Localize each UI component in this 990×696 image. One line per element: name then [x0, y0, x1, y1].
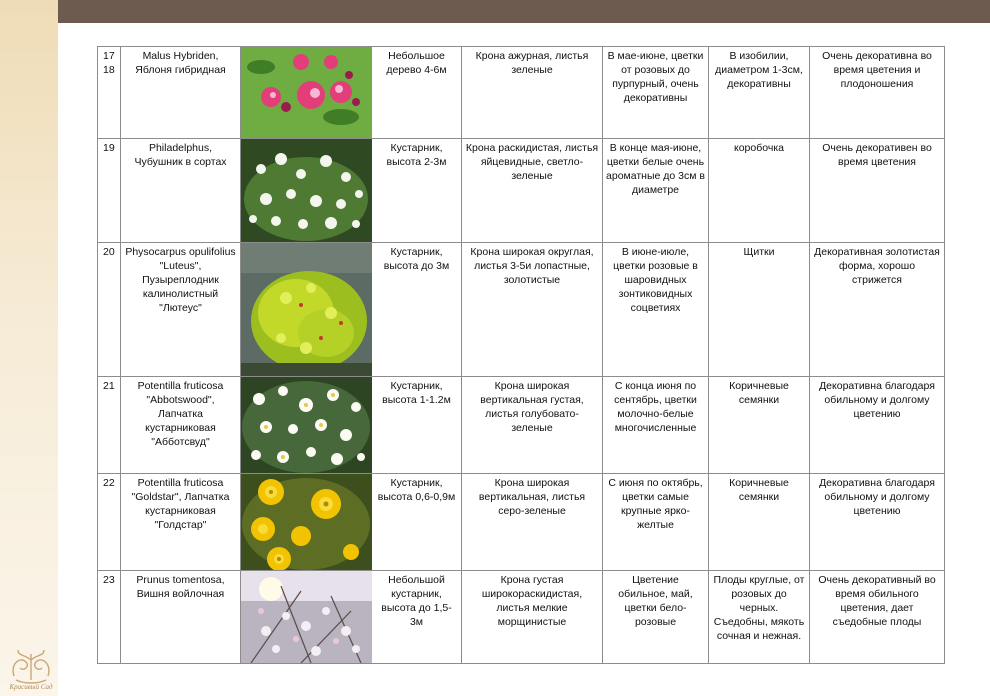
- plant-form: Кустарник, высота 0,6-0,9м: [372, 474, 462, 571]
- plant-name: Philadelphus, Чубушник в сортах: [121, 139, 241, 243]
- row-number: 22: [98, 474, 121, 571]
- plant-fruit: Щитки: [709, 243, 810, 377]
- row-number: 23: [98, 571, 121, 664]
- plant-fruit: В изобилии, диаметром 1-3см, декоративны: [709, 47, 810, 139]
- plant-photo: [241, 571, 372, 664]
- plant-form: Кустарник, высота 2-3м: [372, 139, 462, 243]
- plant-flowering: С июня по октябрь, цветки самые крупные ярко-желтые: [603, 474, 709, 571]
- header-bar: [58, 0, 990, 23]
- plant-decor: Декоративна благодаря обильному и долгому цветению: [810, 377, 945, 474]
- table-row: [98, 377, 945, 474]
- row-number: 19: [98, 139, 121, 243]
- plant-name: Potentilla fruticosa "Abbotswood", Лапчатка кустарниковая "Абботсвуд": [121, 377, 241, 474]
- plant-decor: Очень декоративна во время цветения и плодоношения: [810, 47, 945, 139]
- plant-crown: Крона широкая вертикальная, листья серо-зеленые: [462, 474, 603, 571]
- plant-crown: Крона широкая вертикальная густая, листья голубовато-зеленые: [462, 377, 603, 474]
- table-row: [98, 47, 945, 139]
- plant-flowering: В мае-июне, цветки от розовых до пурпурный, очень декоративны: [603, 47, 709, 139]
- plant-photo: [241, 377, 372, 474]
- row-number: 21: [98, 377, 121, 474]
- plant-form: Небольшое дерево 4-6м: [372, 47, 462, 139]
- plant-fruit: коробочка: [709, 139, 810, 243]
- plant-crown: Крона густая широкораскидистая, листья мелкие морщинистые: [462, 571, 603, 664]
- plant-photo: [241, 47, 372, 139]
- plant-fruit: Коричневые семянки: [709, 474, 810, 571]
- plants-table: [97, 46, 945, 664]
- plant-flowering: В июне-июле, цветки розовые в шаровидных зонтиковидных соцветиях: [603, 243, 709, 377]
- plant-photo: [241, 243, 372, 377]
- plant-photo: [241, 474, 372, 571]
- plant-name: Prunus tomentosa, Вишня войлочная: [121, 571, 241, 664]
- plant-form: Кустарник, высота 1-1.2м: [372, 377, 462, 474]
- plant-crown: Крона ажурная, листья зеленые: [462, 47, 603, 139]
- plant-decor: Декоративна благодаря обильному и долгому цветению: [810, 474, 945, 571]
- row-number: 20: [98, 243, 121, 377]
- plant-name: Physocarpus opulifolius "Luteus", Пузыреплодник калинолистный "Лютеус": [121, 243, 241, 377]
- plant-flowering: С конца июня по сентябрь, цветки молочно-белые многочисленные: [603, 377, 709, 474]
- plant-decor: Декоративная золотистая форма, хорошо стрижется: [810, 243, 945, 377]
- plant-form: Кустарник, высота до 3м: [372, 243, 462, 377]
- plant-form: Небольшой кустарник, высота до 1,5-3м: [372, 571, 462, 664]
- plant-crown: Крона широкая округлая, листья 3-5и лопастные, золотистые: [462, 243, 603, 377]
- plant-decor: Очень декоративный во время обильного цветения, дает съедобные плоды: [810, 571, 945, 664]
- row-number: 17 18: [98, 47, 121, 139]
- plant-fruit: Плоды круглые, от розовых до черных. Съедобны, мякоть сочная и нежная.: [709, 571, 810, 664]
- side-decor-strip: [0, 0, 58, 696]
- plant-flowering: В конце мая-июне, цветки белые очень ароматные до 3см в диаметре: [603, 139, 709, 243]
- plant-crown: Крона раскидистая, листья яйцевидные, светло-зеленые: [462, 139, 603, 243]
- table-row: [98, 243, 945, 377]
- table-row: [98, 139, 945, 243]
- plant-decor: Очень декоративен во время цветения: [810, 139, 945, 243]
- table-row: [98, 571, 945, 664]
- table-row: [98, 474, 945, 571]
- plant-flowering: Цветение обильное, май, цветки бело-розовые: [603, 571, 709, 664]
- plant-name: Potentilla fruticosa "Goldstar", Лапчатка кустарниковая "Голдстар": [121, 474, 241, 571]
- plant-photo: [241, 139, 372, 243]
- plant-name: Malus Hybriden, Яблоня гибридная: [121, 47, 241, 139]
- logo-text: Красивый Сад: [9, 683, 53, 691]
- plant-fruit: Коричневые семянки: [709, 377, 810, 474]
